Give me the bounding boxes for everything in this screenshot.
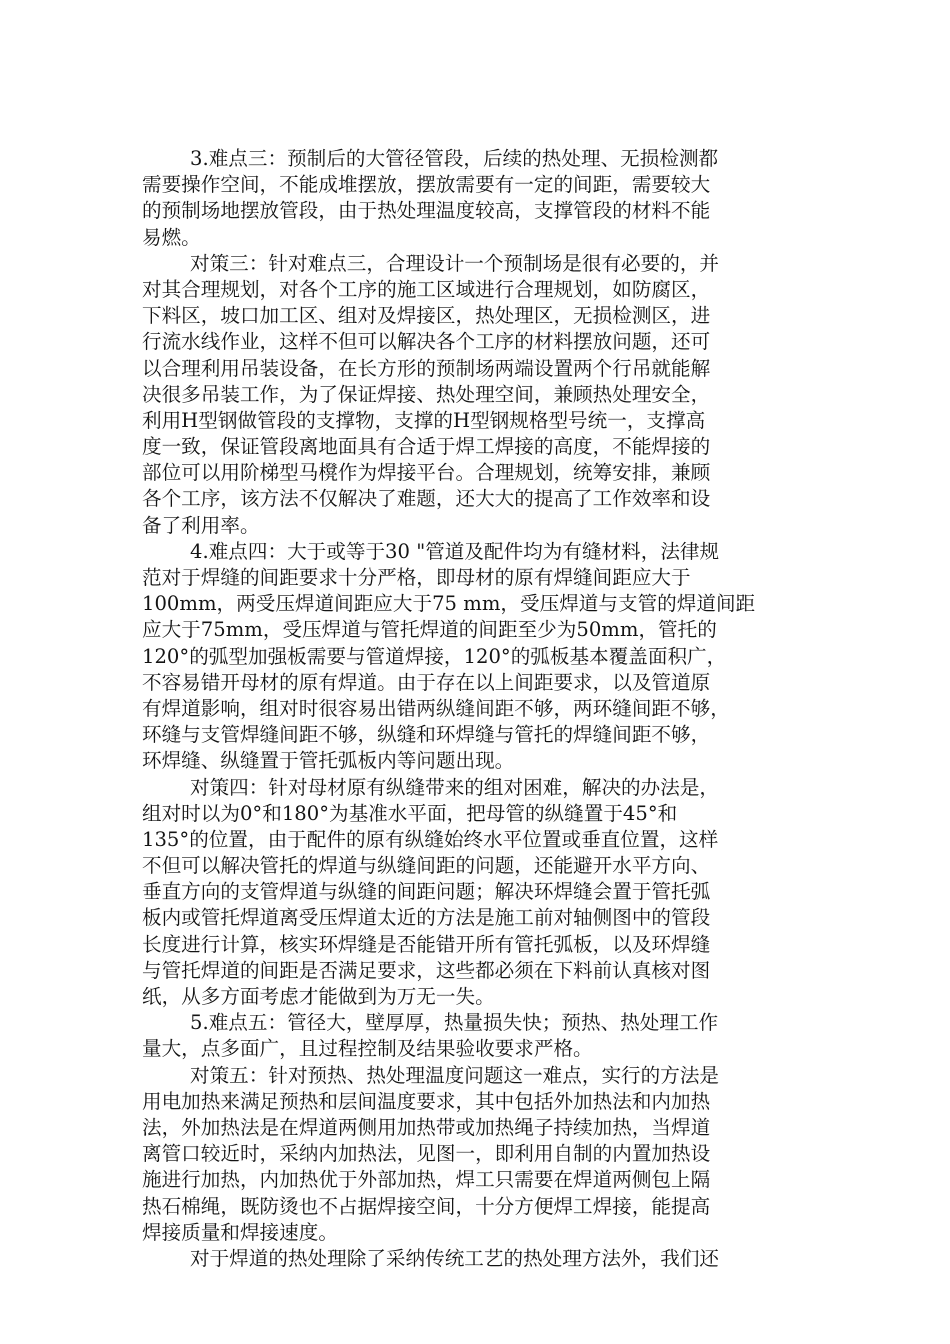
text-line: 度一致，保证管段离地面具有合适于焊工焊接的高度，不能焊接的 <box>142 435 711 459</box>
text-line: 焊接质量和焊接速度。 <box>142 1220 338 1244</box>
text-line: 5.难点五：管径大，壁厚厚，热量损失快；预热、热处理工作 <box>190 1011 719 1035</box>
text-line: 利用H型钢做管段的支撑物，支撑的H型钢规格型号统一，支撑高 <box>142 408 706 432</box>
text-line: 易燃。 <box>142 225 201 249</box>
text-line: 法，外加热法是在焊道两侧用加热带或加热绳子持续加热，当焊道 <box>142 1115 711 1139</box>
text-line: 3.难点三：预制后的大管径管段，后续的热处理、无损检测都 <box>190 147 719 170</box>
text-line: 对策五：针对预热、热处理温度问题这一难点，实行的方法是 <box>190 1063 720 1087</box>
text-line: 用电加热来满足预热和层间温度要求，其中包括外加热法和内加热 <box>142 1089 711 1113</box>
text-line: 135°的位置，由于配件的原有纵缝始终水平位置或垂直位置，这样 <box>142 827 719 851</box>
text-line: 板内或管托焊道离受压焊道太近的方法是施工前对轴侧图中的管段 <box>142 906 711 930</box>
text-line: 有焊道影响，组对时很容易出错两纵缝间距不够，两环缝间距不够， <box>142 696 730 720</box>
text-line: 以合理利用吊装设备，在长方形的预制场两端设置两个行吊就能解 <box>142 356 711 380</box>
text-line: 对于焊道的热处理除了采纳传统工艺的热处理方法外，我们还 <box>190 1246 720 1270</box>
text-line: 的预制场地摆放管段，由于热处理温度较高，支撑管段的材料不能 <box>142 199 711 223</box>
text-line: 对策四：针对母材原有纵缝带来的组对困难，解决的办法是， <box>190 775 720 799</box>
text-line: 长度进行计算，核实环焊缝是否能错开所有管托弧板，以及环焊缝 <box>142 932 711 956</box>
text-line: 部位可以用阶梯型马櫈作为焊接平台。合理规划，统筹安排，兼顾 <box>142 461 711 485</box>
text-line: 需要操作空间，不能成堆摆放，摆放需要有一定的间距，需要较大 <box>142 173 711 197</box>
text-line: 组对时以为0°和180°为基准水平面，把母管的纵缝置于45°和 <box>142 801 678 825</box>
text-line: 不容易错开母材的原有焊道。由于存在以上间距要求，以及管道原 <box>142 670 711 694</box>
text-line: 行流水线作业，这样不但可以解决各个工序的材料摆放问题，还可 <box>142 330 711 354</box>
text-line: 对其合理规划，对各个工序的施工区域进行合理规划，如防腐区， <box>142 277 711 301</box>
text-line: 范对于焊缝的间距要求十分严格，即母材的原有焊缝间距应大于 <box>142 566 691 589</box>
text-line: 备了利用率。 <box>142 513 260 537</box>
document-page <box>142 146 805 1272</box>
text-line: 环焊缝、纵缝置于管托弧板内等问题出现。 <box>142 749 515 773</box>
text-line: 下料区，坡口加工区、组对及焊接区，热处理区，无损检测区，进 <box>142 304 711 328</box>
text-line: 环缝与支管焊缝间距不够，纵缝和环焊缝与管托的焊缝间距不够， <box>142 723 711 747</box>
text-line: 离管口较近时，采纳内加热法，见图一，即利用自制的内置加热设 <box>142 1142 711 1166</box>
text-line: 热石棉绳，既防烫也不占据焊接空间，十分方便焊工焊接，能提高 <box>142 1194 711 1218</box>
text-line: 各个工序，该方法不仅解决了难题，还大大的提高了工作效率和设 <box>142 487 711 511</box>
text-line: 120°的弧型加强板需要与管道焊接，120°的弧板基本覆盖面积广， <box>142 644 727 668</box>
text-line: 应大于75mm，受压焊道与管托焊道的间距至少为50mm，管托的 <box>142 618 717 642</box>
text-line: 决很多吊装工作，为了保证焊接、热处理空间，兼顾热处理安全， <box>142 382 711 406</box>
text-line: 4.难点四：大于或等于30 "管道及配件均为有缝材料，法律规 <box>190 539 720 563</box>
text-line: 不但可以解决管托的焊道与纵缝间距的问题，还能避开水平方向、 <box>142 854 711 878</box>
text-line: 对策三：针对难点三，合理设计一个预制场是很有必要的，并 <box>190 251 720 275</box>
text-line: 100mm，两受压焊道间距应大于75 mm，受压焊道与支管的焊道间距 <box>142 592 756 616</box>
text-line: 量大，点多面广，且过程控制及结果验收要求严格。 <box>142 1037 593 1061</box>
text-line: 与管托焊道的间距是否满足要求，这些都必须在下料前认真核对图 <box>142 958 711 982</box>
text-line: 垂直方向的支管焊道与纵缝的间距问题；解决环焊缝会置于管托弧 <box>142 880 711 904</box>
text-line: 施进行加热，内加热优于外部加热，焊工只需要在焊道两侧包上隔 <box>142 1168 711 1192</box>
text-line: 纸，从多方面考虑才能做到为万无一失。 <box>142 985 495 1008</box>
